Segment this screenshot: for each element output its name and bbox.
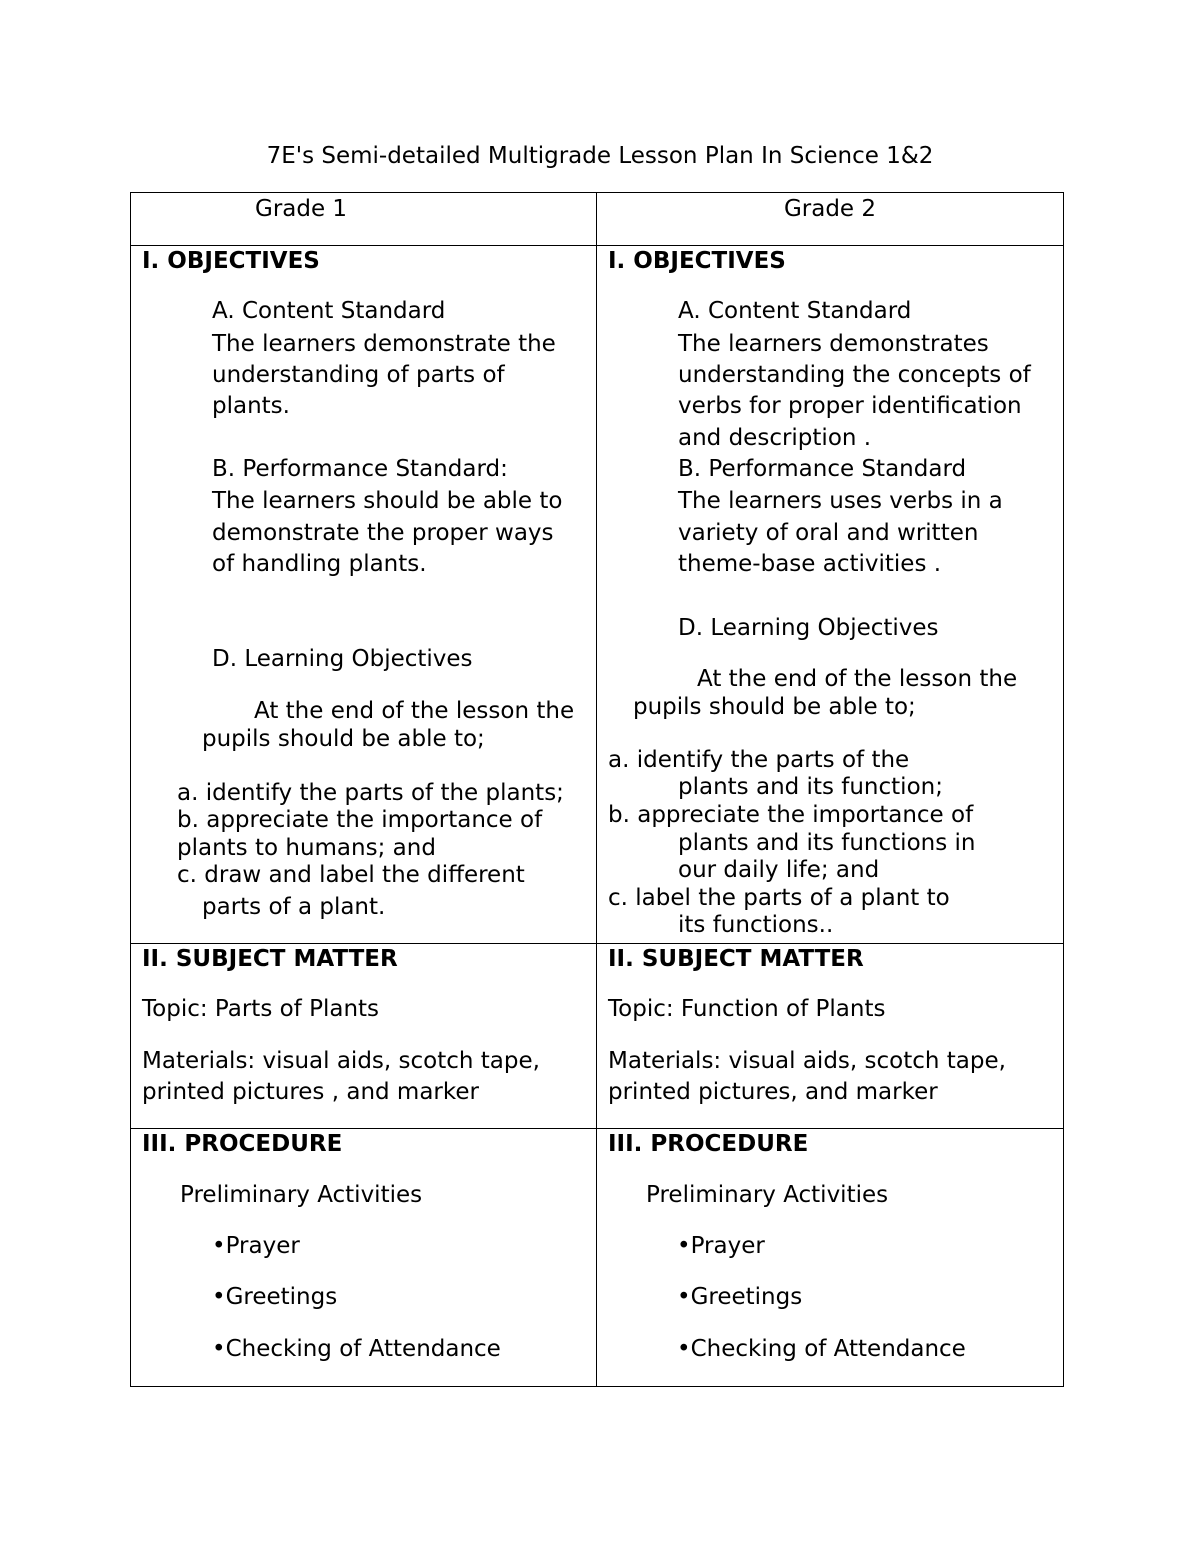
procedure-item: •Checking of Attendance <box>677 1336 966 1362</box>
preliminary-activities-label: Preliminary Activities <box>180 1182 423 1208</box>
content-standard-text: understanding of parts of <box>212 362 505 388</box>
procedure-item: •Greetings <box>677 1284 803 1310</box>
procedure-heading: III. PROCEDURE <box>142 1131 343 1157</box>
grade2-objectives-cell <box>597 246 1064 944</box>
grade2-header-cell <box>597 193 1064 246</box>
materials-text: printed pictures, and marker <box>608 1079 938 1105</box>
procedure-row <box>131 1129 1064 1387</box>
grade-header-row <box>131 193 1064 246</box>
learning-objective-item: a. identify the parts of the <box>608 747 910 773</box>
subject-matter-heading: II. SUBJECT MATTER <box>608 946 864 972</box>
grade1-header: Grade 1 <box>255 196 348 222</box>
content-standard-text: plants. <box>212 393 290 419</box>
objectives-row <box>131 246 1064 944</box>
learning-objectives-intro: At the end of the lesson the <box>697 666 1018 692</box>
learning-objective-item: c. draw and label the different <box>177 862 525 888</box>
performance-standard-text: theme-base activities . <box>678 551 942 577</box>
content-standard-text: The learners demonstrate the <box>212 331 556 357</box>
content-standard-text: understanding the concepts of <box>678 362 1031 388</box>
learning-objective-item: its functions.. <box>678 912 834 938</box>
performance-standard-label: B. Performance Standard <box>678 456 967 482</box>
preliminary-activities-label: Preliminary Activities <box>646 1182 889 1208</box>
learning-objective-item: b. appreciate the importance of <box>177 807 543 833</box>
performance-standard-text: variety of oral and written <box>678 520 979 546</box>
grade1-procedure-cell <box>131 1129 597 1387</box>
topic-text: Topic: Parts of Plants <box>142 996 380 1022</box>
learning-objective-item: our daily life; and <box>678 857 880 883</box>
learning-objectives-intro: pupils should be able to; <box>202 726 485 752</box>
grade1-objectives-cell <box>131 246 597 944</box>
learning-objectives-label: D. Learning Objectives <box>678 615 939 641</box>
grade2-subject-matter-cell <box>597 944 1064 1129</box>
materials-text: Materials: visual aids, scotch tape, <box>608 1048 1006 1074</box>
content-standard-text: The learners demonstrates <box>678 331 989 357</box>
objectives-heading: I. OBJECTIVES <box>142 248 320 274</box>
lesson-plan-table <box>130 192 1064 1387</box>
grade2-header: Grade 2 <box>783 196 877 222</box>
materials-text: Materials: visual aids, scotch tape, <box>142 1048 540 1074</box>
learning-objective-item: c. label the parts of a plant to <box>608 885 950 911</box>
grade1-header-cell <box>131 193 597 246</box>
procedure-heading: III. PROCEDURE <box>608 1131 809 1157</box>
learning-objective-item: plants and its functions in <box>678 830 976 856</box>
procedure-item: •Checking of Attendance <box>212 1336 501 1362</box>
performance-standard-text: The learners uses verbs in a <box>678 488 1003 514</box>
learning-objective-item: plants and its function; <box>678 774 943 800</box>
objectives-heading: I. OBJECTIVES <box>608 248 786 274</box>
content-standard-label: A. Content Standard <box>212 298 446 324</box>
grade2-procedure-cell <box>597 1129 1064 1387</box>
performance-standard-text: demonstrate the proper ways <box>212 520 554 546</box>
performance-standard-text: of handling plants. <box>212 551 427 577</box>
learning-objective-item: a. identify the parts of the plants; <box>177 780 564 806</box>
learning-objective-item: parts of a plant. <box>202 894 386 920</box>
performance-standard-label: B. Performance Standard: <box>212 456 508 482</box>
subject-matter-row <box>131 944 1064 1129</box>
procedure-item: •Prayer <box>677 1233 765 1259</box>
materials-text: printed pictures , and marker <box>142 1079 479 1105</box>
topic-text: Topic: Function of Plants <box>608 996 886 1022</box>
subject-matter-heading: II. SUBJECT MATTER <box>142 946 398 972</box>
document-title: 7E's Semi-detailed Multigrade Lesson Plan In Science 1&2 <box>266 143 934 169</box>
learning-objectives-intro: pupils should be able to; <box>633 694 916 720</box>
learning-objective-item: b. appreciate the importance of <box>608 802 974 828</box>
learning-objective-item: plants to humans; and <box>177 835 436 861</box>
grade1-subject-matter-cell <box>131 944 597 1129</box>
learning-objectives-label: D. Learning Objectives <box>212 646 473 672</box>
procedure-item: •Prayer <box>212 1233 300 1259</box>
performance-standard-text: The learners should be able to <box>212 488 563 514</box>
learning-objectives-intro: At the end of the lesson the <box>254 698 575 724</box>
content-standard-text: and description . <box>678 425 872 451</box>
content-standard-text: verbs for proper identification <box>678 393 1022 419</box>
content-standard-label: A. Content Standard <box>678 298 912 324</box>
procedure-item: •Greetings <box>212 1284 338 1310</box>
